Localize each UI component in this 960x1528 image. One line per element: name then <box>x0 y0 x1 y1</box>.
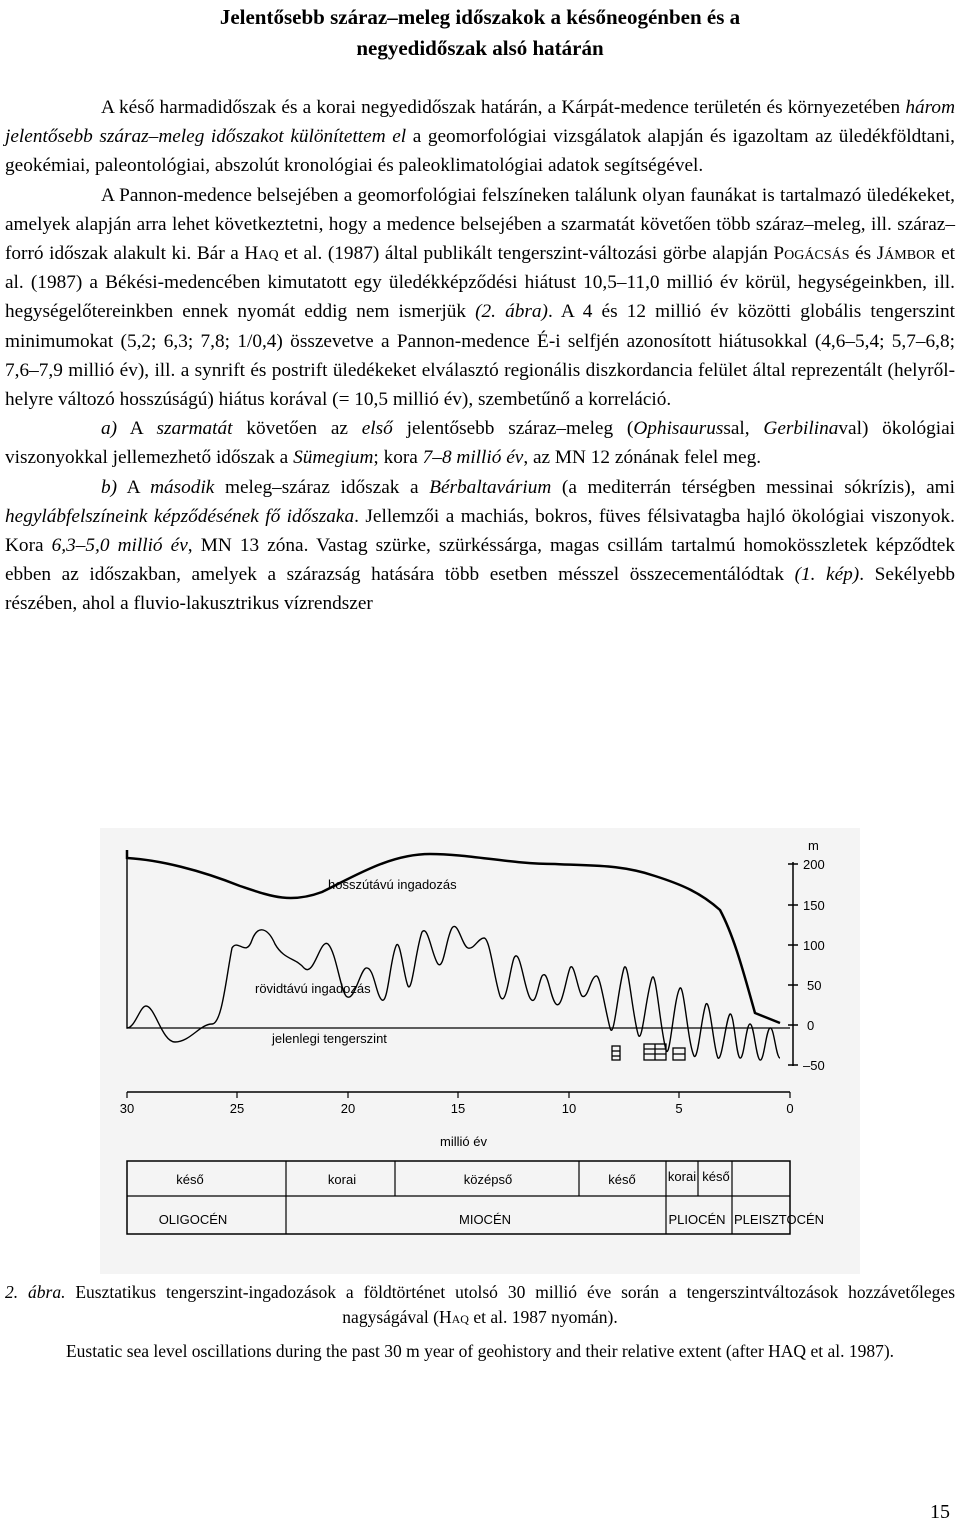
text-run: sal, <box>723 418 764 440</box>
page-number: 15 <box>930 1501 950 1523</box>
text-run: , az MN 12 zónának felel meg. <box>523 447 762 469</box>
list-marker: b) <box>101 476 118 498</box>
x-tick-label: 30 <box>119 1101 135 1116</box>
text-run: et al. (1987) által publikált tengerszint-változási görbe alapján <box>278 243 774 265</box>
text-run: követően az <box>232 418 362 440</box>
y-unit-label: m <box>808 838 819 853</box>
y-tick-label: 200 <box>803 857 825 872</box>
taxon-name: Gerbilina <box>763 418 839 440</box>
epoch-label: PLEISZTOCÉN <box>734 1212 825 1227</box>
sea-level-figure <box>100 828 860 1274</box>
text-run: , MN 13 zóna. Vastag szürke, szürkéssárga, magas csillám tartalmú homokösszletek képződtek ebben az időszakban, amelyek a szárazság hatására több esetben mésszel összecementálódtak <box>5 535 955 586</box>
emphasis: 7–8 millió év <box>422 447 524 469</box>
figure-reference: (2. ábra) <box>475 301 548 323</box>
subepoch-label: korai <box>327 1172 357 1187</box>
subepoch-label: késő <box>702 1169 730 1184</box>
text-run: és <box>849 243 877 265</box>
body-text <box>5 93 955 619</box>
text-run: Eusztatikus tengerszint-ingadozások a földtörténet utolsó 30 millió éve során a tengerszintváltozások hozzávetőleges nagyságával ( <box>65 1282 956 1327</box>
text-run: (a mediterrán térségben messinai sókrízis), ami <box>551 476 955 498</box>
x-tick-label: 10 <box>561 1101 577 1116</box>
y-tick-label: 50 <box>807 978 822 993</box>
caption-hungarian <box>5 1280 955 1329</box>
paragraph-3 <box>5 414 955 472</box>
x-tick-label: 15 <box>450 1101 466 1116</box>
text-run: A Pannon-medence belsejében a geomorfológiai felszíneken találunk olyan faunákat is tartalmazó üledékeket, amelyek alapján arra lehet következtetni, hogy a medence belsejében a szarmatát követően több száraz–meleg, ill. száraz–forró időszak alakult ki. Bár a <box>5 184 955 265</box>
emphasis: 6,3–5,0 millió év <box>51 535 188 557</box>
short-term-label: rövidtávú ingadozás <box>255 981 371 996</box>
y-tick-label: –50 <box>803 1058 825 1073</box>
x-unit-label: millió év <box>440 1134 487 1149</box>
caption-english: Eustatic sea level oscillations during the past 30 m year of geohistory and their relative extent (after HAQ et al. 1987). <box>65 1341 895 1361</box>
taxon-name: Ophisaurus <box>633 418 724 440</box>
paragraph-2 <box>5 181 955 415</box>
title-line-1: Jelentősebb száraz–meleg időszakok a későneogénben és a <box>219 5 741 29</box>
subepoch-label: korai <box>667 1169 697 1184</box>
text-run: . Jellemzői a machiás, bokros, füves félsivatagba hajló ökológiai viszonyok. Kora <box>5 505 955 557</box>
epoch-label: OLIGOCÉN <box>158 1212 228 1227</box>
x-tick-label: 5 <box>675 1101 683 1116</box>
epoch-label: MIOCÉN <box>459 1212 511 1227</box>
text-run: a geomorfológiai vizsgálatok alapján és igazoltam az üledékföldtani, geokémiai, paleontológiai, abszolút kronológiai és paleoklimatológiai adatok segítségével. <box>5 126 955 177</box>
author-name: Haq <box>439 1306 469 1327</box>
text-run: et al. 1987 nyomán). <box>468 1306 618 1327</box>
subepoch-label: középső <box>463 1172 513 1187</box>
paragraph-1 <box>5 93 955 181</box>
text-run: A <box>117 476 151 498</box>
subepoch-label: késő <box>608 1172 636 1187</box>
list-marker: a) <box>101 418 118 440</box>
figure-background <box>100 828 860 1274</box>
text-run: . Sekélyebb részében, ahol a fluvio-lakusztrikus vízrendszer <box>5 564 955 615</box>
x-tick-label: 0 <box>786 1101 794 1116</box>
text-run: val) ökológiai viszonyokkal jellemezhető időszak a <box>5 418 955 469</box>
figure-reference: (1. kép) <box>794 564 860 586</box>
author-name: Pogácsás <box>773 243 850 265</box>
emphasis: Sümegium <box>293 447 374 469</box>
figure-number: 2. ábra. <box>5 1282 66 1302</box>
paragraph-4 <box>5 473 955 619</box>
text-run: A késő harmadidőszak és a korai negyedidőszak határán, a Kárpát-medence területén és környezetében <box>101 97 906 118</box>
emphasis: hegylábfelszíneink képződésének fő időszaka <box>5 505 355 527</box>
emphasis: első <box>361 418 393 440</box>
author-name: Haq <box>244 243 279 265</box>
long-term-label: hosszútávú ingadozás <box>328 877 457 892</box>
text-run: A <box>117 418 157 440</box>
epoch-label: PLIOCÉN <box>668 1212 726 1227</box>
text-run: jelentősebb száraz–meleg ( <box>392 418 634 440</box>
current-sea-level-label: jelenlegi tengerszint <box>272 1031 387 1046</box>
page-title <box>0 2 960 64</box>
emphasis: második <box>150 476 215 498</box>
x-tick-label: 25 <box>229 1101 245 1116</box>
author-name: Jámbor <box>876 243 936 265</box>
title-line-2: negyedidőszak alsó határán <box>356 36 604 60</box>
emphasis: Bérbaltavárium <box>429 476 552 498</box>
y-tick-label: 0 <box>807 1018 815 1033</box>
text-run: meleg–száraz időszak a <box>214 476 430 498</box>
sea-level-diagram <box>100 828 860 1274</box>
x-tick-label: 20 <box>340 1101 356 1116</box>
y-tick-label: 150 <box>803 898 825 913</box>
y-tick-label: 100 <box>803 938 825 953</box>
text-run: ; kora <box>373 447 423 469</box>
figure-caption <box>5 1280 955 1364</box>
subepoch-label: késő <box>176 1172 204 1187</box>
emphasis: három jelentősebb száraz–meleg időszakot különítettem el <box>5 97 955 148</box>
emphasis: szarmatát <box>156 418 233 440</box>
text-run: et al. (1987) a Békési-medencében kimutatott egy üledékképződési hiátust 10,5–11,0 millió év körül, hegységeinkben, ill. hegységelőtereinkben ennek nyomát eddig nem ismerjük <box>5 243 955 323</box>
text-run: . A 4 és 12 millió év közötti globális tengerszint minimumokat (5,2; 6,3; 7,8; 1/0,4) összevetve a Pannon-medence É-i selfjén azonosított hiátusokkal (4,6–5,4; 5,7–6,8; 7,6–7,9 millió év), ill. a synrift és postrift üledékeket elválasztó regionális diszkordancia felület által reprezentált (helyről-helyre változó hosszúságú) hiátus korával (= 10,5 millió év), szembetűnő a korreláció. <box>5 301 955 411</box>
